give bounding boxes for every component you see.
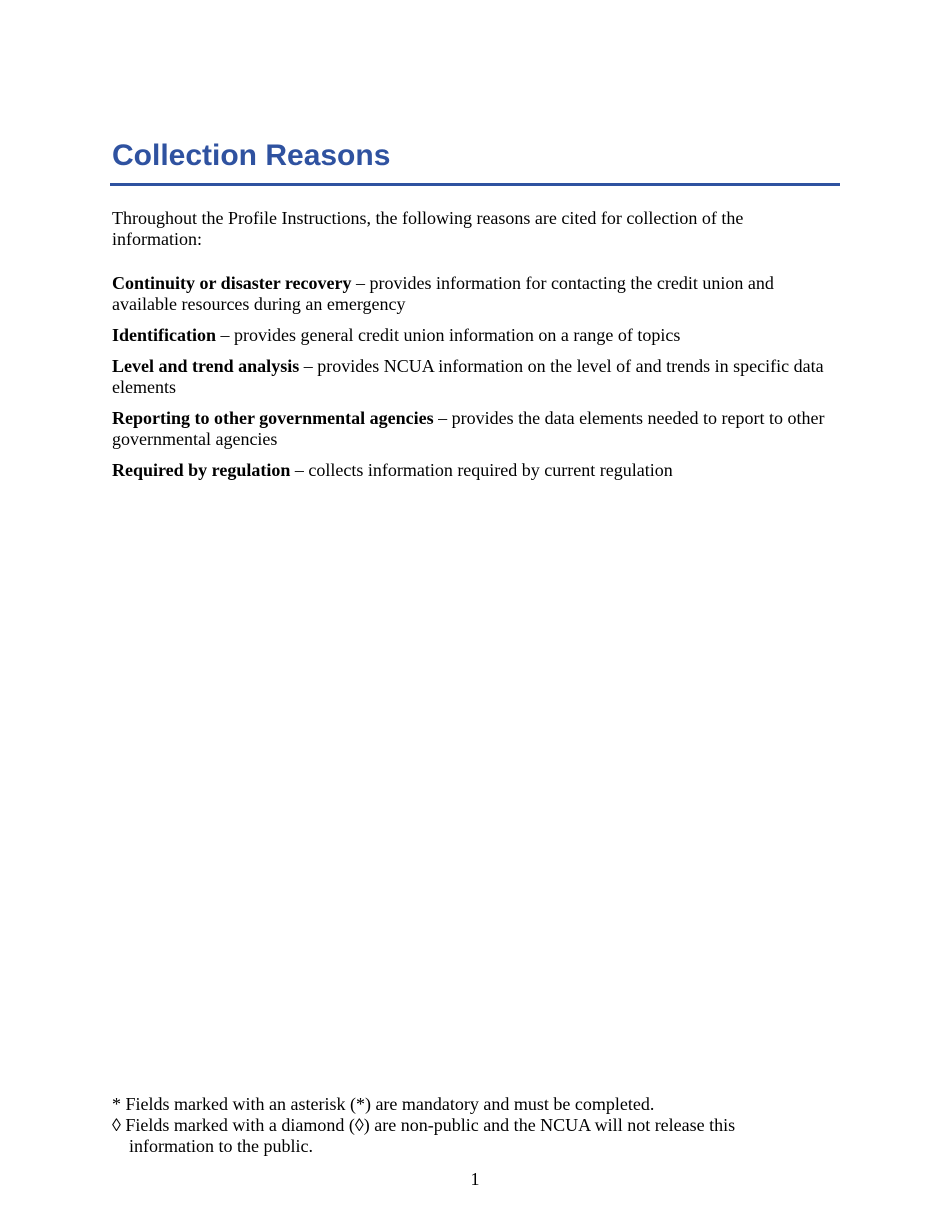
intro-paragraph: Throughout the Profile Instructions, the following reasons are cited for collection of the information: [112, 208, 744, 249]
reason-identification [112, 325, 832, 346]
reason-continuity [112, 273, 832, 315]
reason-term: Identification [112, 325, 217, 345]
reason-regulation [112, 460, 832, 481]
page-title: Collection Reasons [112, 139, 391, 172]
footnotes [112, 1094, 832, 1157]
page-number: 1 [470, 1169, 480, 1189]
reason-term: Required by regulation [112, 460, 291, 480]
footnote-diamond-continued: information to the public. [129, 1136, 313, 1156]
reason-description: – provides NCUA information on the level of and trends in specific data elements [112, 356, 824, 397]
reason-description: – collects information required by current regulation [290, 460, 673, 480]
reason-description: – provides information for contacting the credit union and available resources during an emergency [112, 273, 774, 314]
reason-description: – provides the data elements needed to report to other governmental agencies [112, 408, 825, 449]
footnote-diamond: ◊ Fields marked with a diamond (◊) are non-public and the NCUA will not release this [112, 1115, 736, 1135]
footnote-asterisk: * Fields marked with an asterisk (*) are mandatory and must be completed. [112, 1094, 655, 1114]
reason-description: – provides general credit union information on a range of topics [216, 325, 681, 345]
reason-term: Reporting to other governmental agencies [112, 408, 434, 428]
reason-level-trend [112, 356, 832, 398]
reason-term: Continuity or disaster recovery [112, 273, 352, 293]
title-divider [110, 183, 840, 186]
reason-term: Level and trend analysis [112, 356, 300, 376]
reason-reporting [112, 408, 832, 450]
